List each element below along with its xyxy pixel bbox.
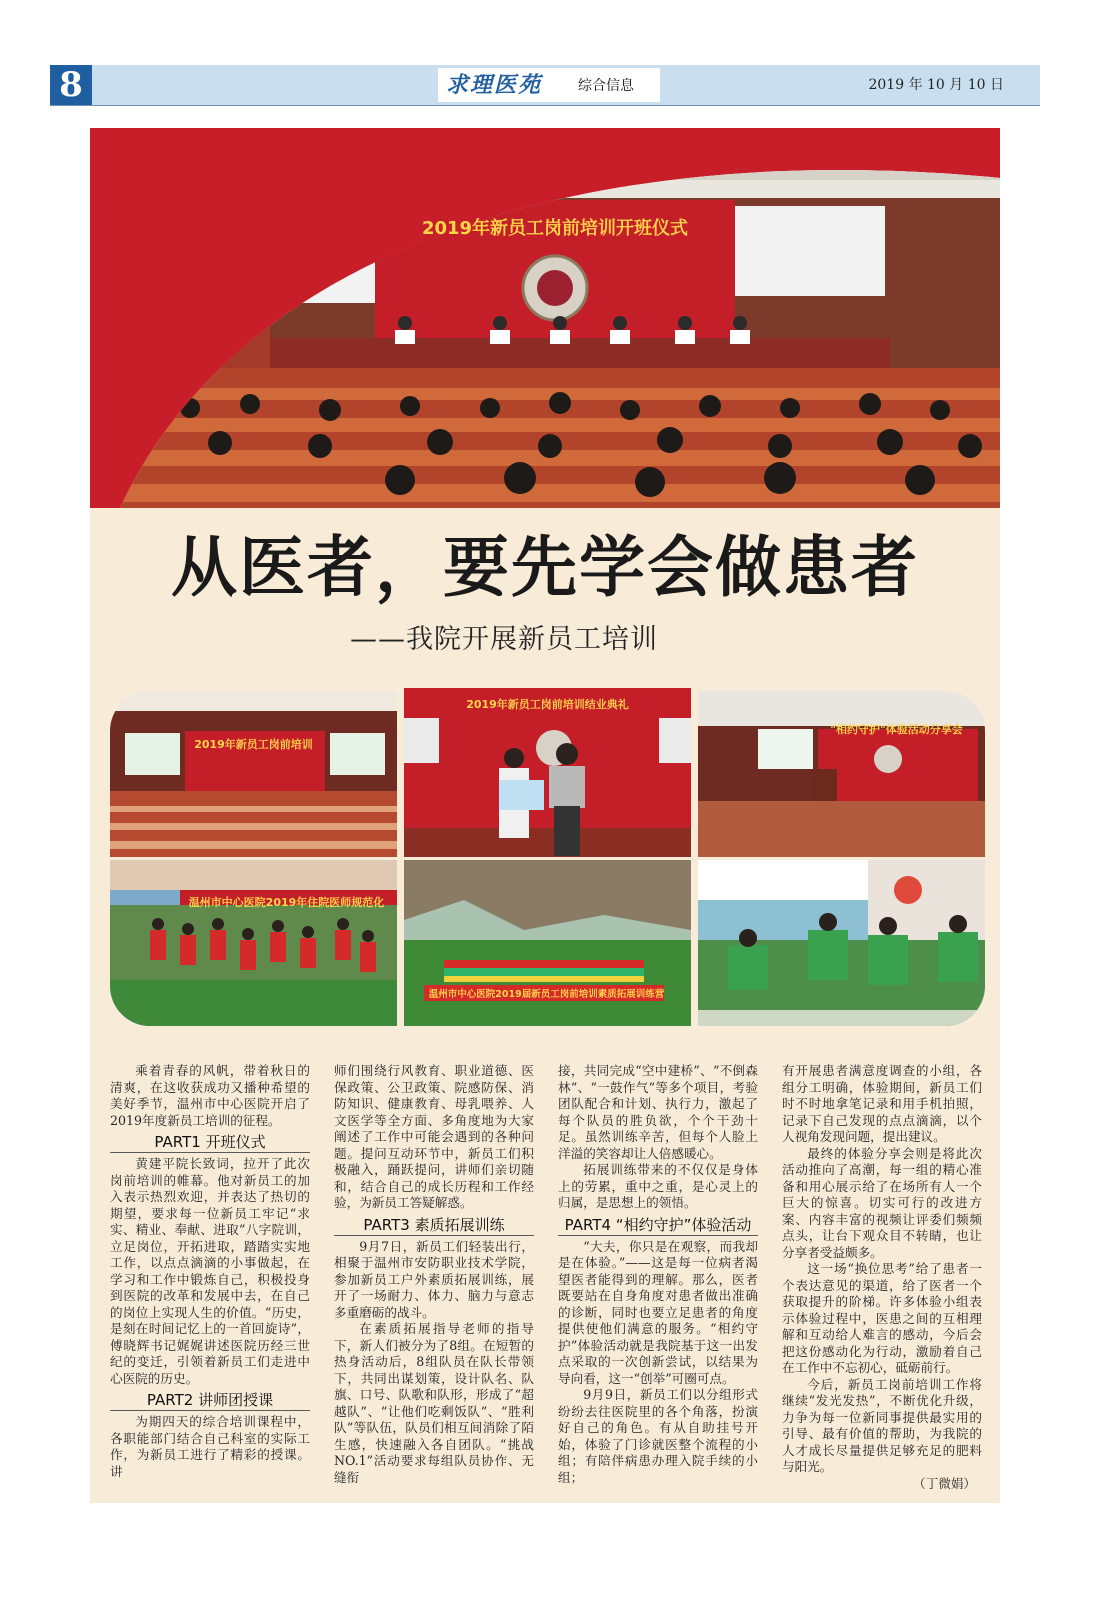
photo-graduation [404, 688, 691, 857]
headline: 从医者，要先学会做患者 [171, 529, 919, 606]
masthead-logo: 求理医苑 [446, 72, 543, 98]
article-paragraph: 有开展患者满意度调查的小组，各组分工明确，体验期间，新员工们时不时地拿笔记录和用手机拍照，记录下自己发现的点点滴滴，以个人视角发现问题，提出建议。 [782, 1063, 982, 1144]
article-column-3 [558, 1063, 758, 1486]
section-heading-part3: PART3 素质拓展训练 [334, 1216, 534, 1236]
photo-banner: 温州市中心医院2019届新员工岗前培训素质拓展训练营 [428, 989, 665, 1000]
page-number: 8 [50, 65, 92, 105]
article-paragraph: 9月7日，新员工们轻装出行，相聚于温州市安防职业技术学院，参加新员工户外素质拓展训练，展开了一场耐力、体力、脑力与意志多重磨砺的战斗。 [334, 1238, 534, 1320]
photo-outdoor-group [110, 860, 397, 1026]
article-column-2 [334, 1063, 534, 1486]
article-paragraph: 接，共同完成“空中建桥”、“不倒森林”、“一鼓作气”等多个项目，考验团队配合和计划、执行力，激起了每个队员的胜负欲，个个干劲十足。虽然训练辛苦，但每个人脸上洋溢的笑容却让人倍感暖心。 [558, 1063, 758, 1161]
section-heading-part1: PART1 开班仪式 [110, 1133, 310, 1153]
photo-team-camp [404, 860, 691, 1026]
article-panel [90, 128, 1000, 1503]
photo-training-hall [110, 691, 397, 857]
masthead [438, 68, 660, 102]
photo-banner: 2019年新员工岗前培训结业典礼 [466, 698, 629, 711]
article-body [108, 1063, 988, 1493]
section-heading-part4: PART4 “相约守护”体验活动 [558, 1216, 758, 1236]
photo-banner: 温州市中心医院2019年住院医师规范化 [188, 896, 385, 909]
issue-date: 2019 年 10 月 10 日 [868, 77, 1004, 93]
article-paragraph: 师们围绕行风教育、职业道德、医保政策、公卫政策、院感防保、消防知识、健康教育、母乳喂养、人文医学等全方面、多角度地为大家阐述了工作中可能会遇到的各种问题。提问互动环节中，新员工们积极融入，踊跃提问，讲师们亲切随和，结合自己的成长历程和工作经验，为新员工答疑解惑。 [334, 1063, 534, 1210]
author-byline: （丁微娟） [913, 1475, 976, 1491]
article-column-1 [110, 1063, 310, 1480]
article-paragraph: 这一场“换位思考”给了患者一个表达意见的渠道，给了医者一个获取提升的阶梯。许多体验小组表示体验过程中，医患之间的互相理解和互动给人难言的感动，今后会把这份感动化为行动，激励着自己在工作中不忘初心，砥砺前行。 [782, 1261, 982, 1375]
photo-banner: 2019年新员工岗前培训 [194, 738, 313, 751]
article-paragraph: 今后，新员工岗前培训工作将继续“发光发热”，不断优化升级，力争为每一位新同事提供最实用的引导、最有价值的帮助，为我院的人才成长尽量提供足够充足的肥料与阳光。 [782, 1376, 982, 1474]
section-heading-part2: PART2 讲师团授课 [110, 1391, 310, 1411]
section-title: 综合信息 [578, 78, 634, 94]
subheadline: ——我院开展新员工培训 [350, 624, 658, 655]
article-column-4 [782, 1063, 982, 1492]
hero-photo [90, 128, 1000, 508]
page-header [50, 65, 1040, 106]
photo-banner: "相约守护"体验活动分享会 [830, 723, 963, 736]
article-paragraph: 黄建平院长致词，拉开了此次岗前培训的帷幕。他对新员工的加入表示热烈欢迎，并表达了热切的期望，要求每一位新员工牢记“求实、精业、奉献、进取”八字院训，立足岗位，开拓进取，踏踏实实地工作，以点点滴滴的小事做起，在学习和工作中锻炼自己，积极投身到医院的改革和发展中去，在自己的岗位上实现人生的价值。“历史，是刻在时间记忆上的一首回旋诗”，傅晓辉书记娓娓讲述医院历经三世纪的变迁，引领着新员工们走进中心医院的历史。 [110, 1156, 310, 1386]
photo-outdoor-drawing [698, 860, 985, 1026]
article-paragraph: 乘着青春的风帆，带着秋日的清爽，在这收获成功又播种希望的美好季节，温州市中心医院开启了2019年度新员工培训的征程。 [110, 1063, 310, 1128]
hero-banner-text: 2019年新员工岗前培训开班仪式 [421, 218, 689, 239]
article-paragraph: 在素质拓展指导老师的指导下，新人们被分为了8组。在短暂的热身活动后，8组队员在队长带领下，共同出谋划策，设计队名、队旗、口号、队歌和队形，形成了“超越队”、“让他们吃剩饭队”、“胜利队”等队伍，队员们相互间消除了陌生感，快速融入各自团队。“挑战NO.1”活动要求每组队员协作、无缝衔 [334, 1321, 534, 1485]
article-paragraph: 9月9日，新员工们以分组形式纷纷去往医院里的各个角落，扮演好自己的角色。有从自助挂号开始，体验了门诊就医整个流程的小组；有陪伴病患办理入院手续的小组； [558, 1387, 758, 1485]
photo-grid [110, 688, 985, 1033]
photo-sharing-session [698, 691, 985, 857]
article-paragraph: 最终的体验分享会则是将此次活动推向了高潮，每一组的精心准备和用心展示给了在场所有人一个巨大的惊喜。切实可行的改进方案、内容丰富的视频让评委们频频点头，让台下观众目不转睛，也让分享者受益颇多。 [782, 1145, 982, 1260]
article-paragraph: 拓展训练带来的不仅仅是身体上的劳累，重中之重，是心灵上的归属，是思想上的领悟。 [558, 1162, 758, 1210]
article-paragraph: 为期四天的综合培训课程中，各职能部门结合自己科室的实际工作，为新员工进行了精彩的授课。讲 [110, 1414, 310, 1479]
article-paragraph: “大夫，你只是在观察，而我却是在体验。”——这是每一位病者渴望医者能得到的理解。那么，医者既要站在自身角度对患者做出准确的诊断，同时也要立足患者的角度提供使他们满意的服务。“相约守护”体验活动就是我院基于这一出发点采取的一次创新尝试，以结果为导向看，这一“创举”可圈可点。 [558, 1238, 758, 1386]
